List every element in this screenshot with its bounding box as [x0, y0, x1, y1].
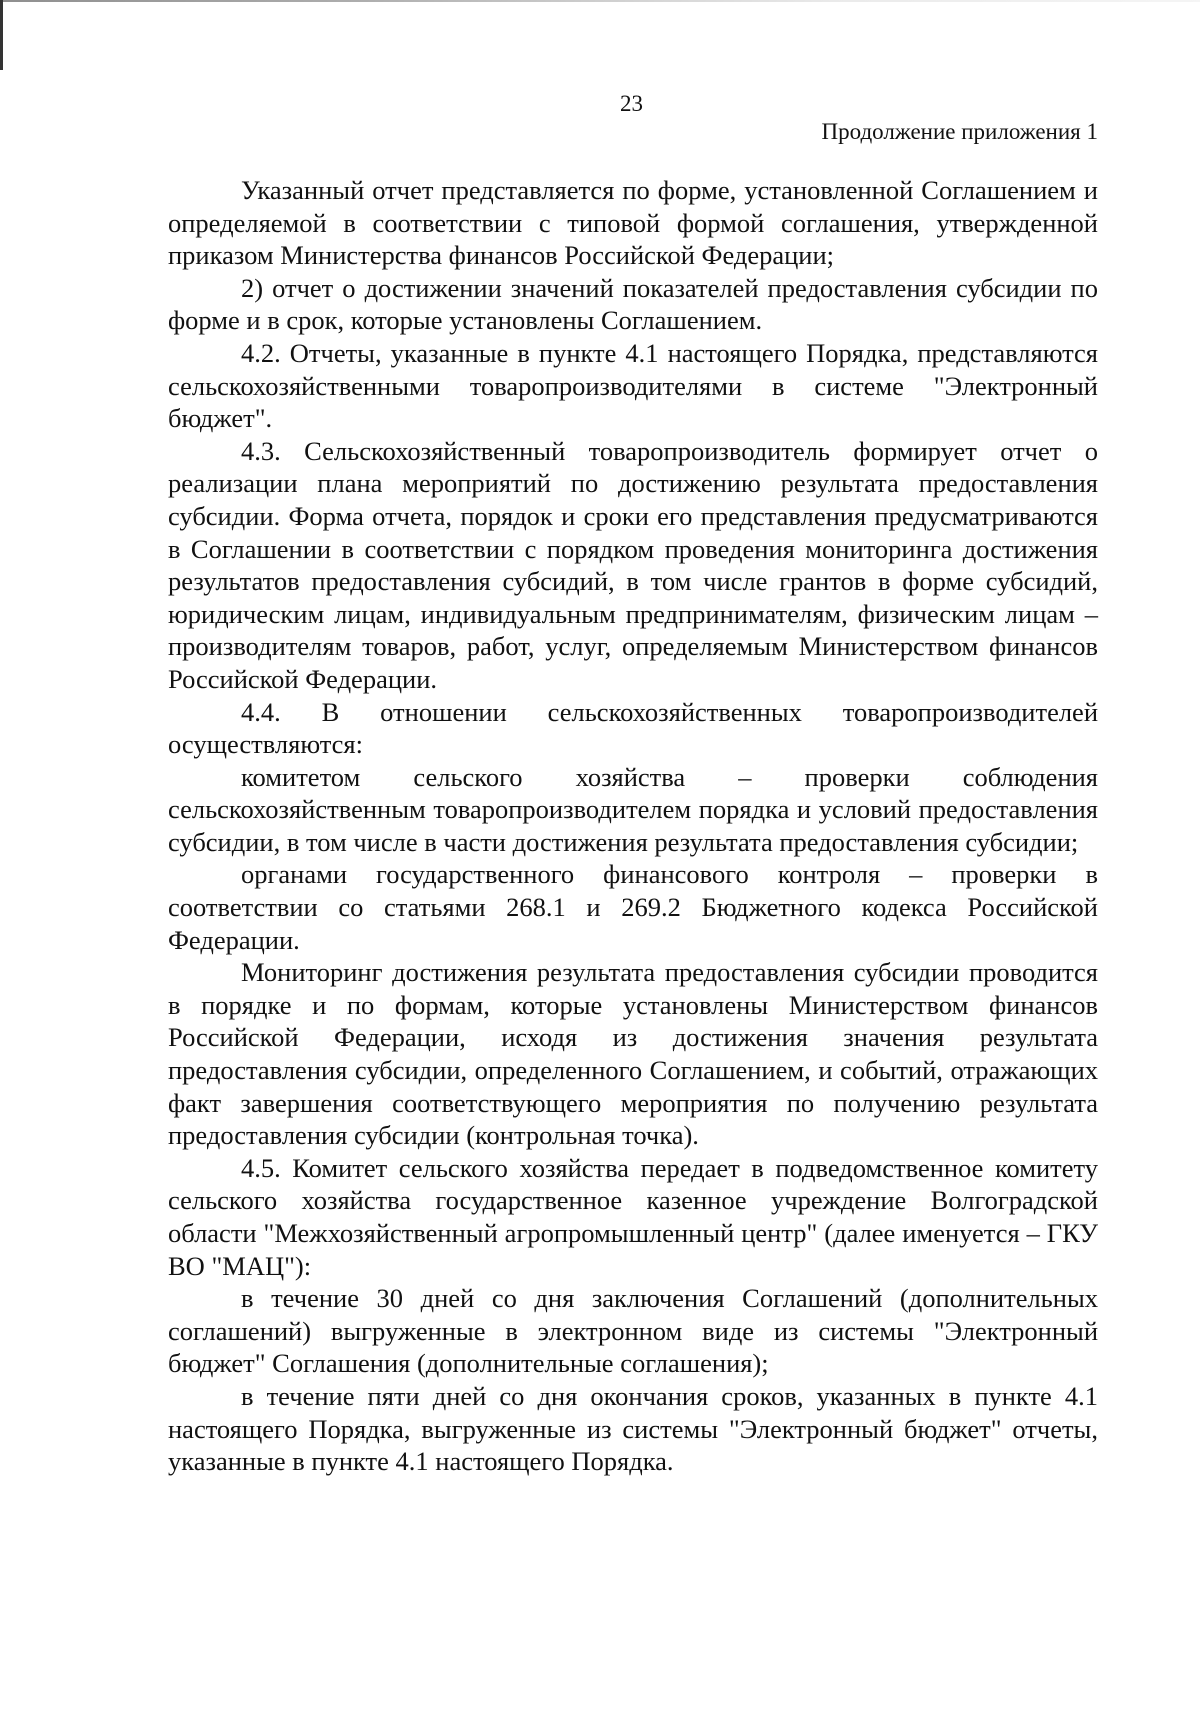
paragraph-4-5: 4.5. Комитет сельского хозяйства передает в подведомственное комитету сельского хозяйства государственное казенное учреждение Волгоградской области "Межхозяйственный агропромышленный центр" (далее именуется – ГКУ ВО "МАЦ"):	[168, 1152, 1098, 1281]
page-number: 23	[620, 91, 643, 116]
paragraph-financial-control: органами государственного финансового контроля – проверки в соответствии со статьями 268.1 и 269.2 Бюджетного кодекса Российской Федерации.	[168, 859, 1098, 955]
paragraph-4-2: 4.2. Отчеты, указанные в пункте 4.1 настоящего Порядка, представляются сельскохозяйственными товаропроизводителями в системе "Электронный бюджет".	[168, 337, 1098, 434]
paragraph-monitoring: Мониторинг достижения результата предоставления субсидии проводится в порядке и по формам, которые установлены Министерством финансов Российской Федерации, исходя из достижения значения результата предоставления субсидии, определенного Соглашением, и событий, отражающих факт завершения соответствующего мероприятия по получению результата предоставления субсидии (контрольная точка).	[168, 957, 1098, 1151]
appendix-continuation-note: Продолжение приложения 1	[821, 119, 1098, 144]
document-body	[168, 174, 1098, 1478]
scan-edge-top	[0, 0, 1200, 2]
paragraph-committee-checks: комитетом сельского хозяйства – проверки соблюдения сельскохозяйственным товаропроизводителем порядка и условий предоставления субсидии, в том числе в части достижения результата предоставления субсидии;	[168, 761, 1098, 857]
scan-edge-left	[0, 0, 3, 70]
paragraph-4-3: 4.3. Сельскохозяйственный товаропроизводитель формирует отчет о реализации плана мероприятий по достижению результата предоставления субсидии. Форма отчета, порядок и сроки его представления предусматриваются в Соглашении в соответствии с порядком проведения мониторинга достижения результатов предоставления субсидий, в том числе грантов в форме субсидий, юридическим лицам, индивидуальным предпринимателям, физическим лицам – производителям товаров, работ, услуг, определяемым Министерством финансов Российской Федерации.	[168, 435, 1098, 694]
paragraph-report-form: Указанный отчет представляется по форме, установленной Соглашением и определяемой в соответствии с типовой формой соглашения, утвержденной приказом Министерства финансов Российской Федерации;	[168, 175, 1098, 271]
paragraph-reports-transfer: в течение пяти дней со дня окончания сроков, указанных в пункте 4.1 настоящего Порядка, выгруженные из системы "Электронный бюджет" отчеты, указанные в пункте 4.1 настоящего Порядка.	[168, 1380, 1098, 1477]
paragraph-indicator-report: 2) отчет о достижении значений показателей предоставления субсидии по форме и в срок, которые установлены Соглашением.	[168, 272, 1098, 336]
paragraph-agreements-transfer: в течение 30 дней со дня заключения Соглашений (дополнительных соглашений) выгруженные в электронном виде из системы "Электронный бюджет" Соглашения (дополнительные соглашения);	[168, 1283, 1098, 1379]
paragraph-4-4: 4.4. В отношении сельскохозяйственных товаропроизводителей осуществляются:	[168, 696, 1098, 760]
